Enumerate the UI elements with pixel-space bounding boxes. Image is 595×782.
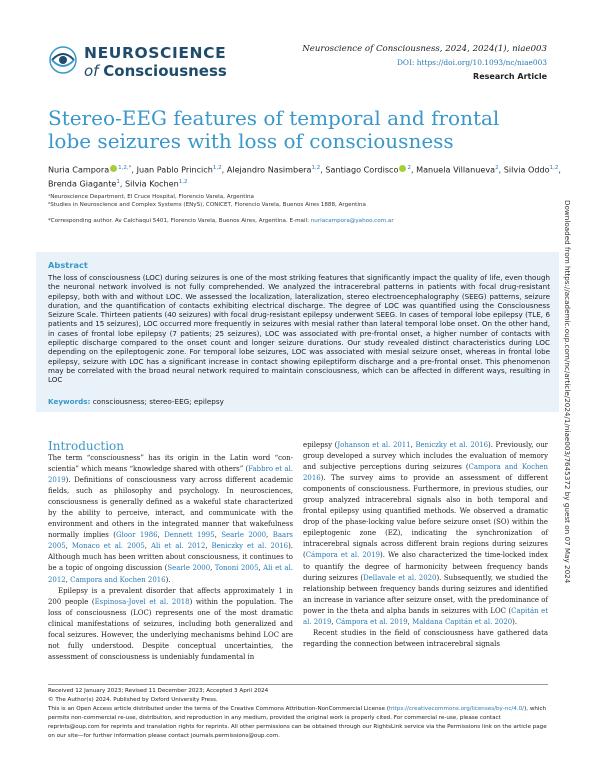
citation-link[interactable]: Beniczky et al. 2016 bbox=[211, 542, 289, 551]
article-footer bbox=[48, 687, 551, 740]
author-name: Juan Pablo Princich bbox=[136, 164, 213, 175]
license-link-cont[interactable]: licenses/by-nc/4.0/ bbox=[471, 705, 525, 712]
author-list: Nuria Campora $^{1,2,*}$, Juan Pablo Princich$^{1,2}$, Alejandro Nasimbera$^{1,2}$, Santiago Cordisco $^2$, Manuela Villanueva$^2$, Silvia Oddo$^{1,2}$, Brenda Giagante$^1$, Silvia Kochen$^{1,2}$ bbox=[48, 164, 561, 189]
citation-link[interactable]: Beniczky et al. 2016 bbox=[415, 441, 489, 449]
journal-reference: Neuroscience of Consciousness, 2024, 2024(1), niae003 bbox=[302, 44, 547, 54]
citation-link[interactable]: Capitán et al. 2019 bbox=[303, 606, 548, 626]
author-name: Nuria Campora bbox=[48, 164, 110, 175]
corresponding-author: *Corresponding author. Av Calchaquí 5401, Florencio Varela, Buenos Aires, Argentina. E-mail: nuriacampora@yahoo.com.ar bbox=[48, 218, 394, 224]
author-affiliation-sup: 1,2 bbox=[178, 179, 188, 186]
citation-link[interactable]: Ali et al. 2012 bbox=[150, 542, 206, 551]
affiliation-2: ²Studies in Neuroscience and Complex Systems (ENyS), CONICET, Florencio Varela, Buenos Aires 1888, Argentina bbox=[48, 202, 366, 208]
logo-line2: of Consciousness bbox=[84, 62, 227, 80]
license-text: This is an Open Access article distributed under the terms of the Creative Commons Attribution-NonCommercial License (https://creativecommons.org/licenses/by-nc/4.0/), which permits non-commercial re-use, distribution, and reproduction in any medium, provided the original work is properly cited. For commercial re-use, please contact reprints@oup.com for reprints and translation rights for reprints. All other permissions can be obtained through our RightsLink service via the Permissions link on the article page on our site—for further information please contact journals.permissions@oup.com. bbox=[48, 705, 547, 739]
footer-divider bbox=[48, 684, 548, 685]
paragraph: Epilepsy is a prevalent disorder that affects approximately 1 in 200 people (Espinosa-Jovel et al. 2018) within the population. The loss of consciousness (LOC) represents one of the most dramatic clinical manifestations of seizures, including both generalized and focal seizures. However, the underlying mechanisms behind LOC are not fully understood. Despite conceptual uncertainties, the assessment of consciousness is undeniably fundamental in bbox=[48, 586, 293, 661]
journal-logo bbox=[48, 42, 228, 82]
citation-link[interactable]: Tononi 2005 bbox=[214, 564, 259, 573]
orcid-icon[interactable] bbox=[110, 165, 117, 172]
citation-link[interactable]: Maldana Capitán et al. 2020 bbox=[412, 617, 513, 626]
article-type: Research Article bbox=[473, 72, 547, 81]
abstract-heading: Abstract bbox=[48, 260, 88, 270]
author-affiliation-sup: 1,2 bbox=[311, 165, 321, 171]
citation-link[interactable]: Ali et al. 2012 bbox=[48, 564, 293, 584]
citation-link[interactable]: Searle 2000 bbox=[221, 531, 267, 540]
section-heading-introduction: Introduction bbox=[48, 439, 124, 453]
citation-link[interactable]: Campora and Kochen 2016 bbox=[303, 463, 548, 483]
citation-link[interactable]: Gloor 1986 bbox=[116, 531, 158, 540]
citation-link[interactable]: Fabbro et al. 2019 bbox=[48, 465, 293, 485]
citation-link[interactable]: Cámpora et al. 2019 bbox=[335, 617, 408, 626]
citation-link[interactable]: Campora and Kochen 2016 bbox=[70, 575, 166, 584]
download-watermark: Downloaded from https://academic.oup.com/nc/article/2024/1/niae003/7645372 by guest on 07 May 2024 bbox=[563, 200, 572, 584]
citation-link[interactable]: Searle 2000 bbox=[167, 564, 211, 573]
paragraph: Recent studies in the field of consciousness have gathered data regarding the connection between intracerebral signals bbox=[303, 628, 548, 648]
author-affiliation-sup: 1,2 bbox=[212, 165, 222, 171]
author-name: Brenda Giagante bbox=[48, 178, 117, 189]
author-affiliation-sup: 1 bbox=[116, 179, 120, 186]
author-affiliation-sup: 2 bbox=[495, 165, 499, 171]
citation-link[interactable]: Cámpora et al. 2019 bbox=[305, 551, 381, 560]
author-name: Alejandro Nasimbera bbox=[226, 164, 312, 175]
journal-logo-mark-icon bbox=[48, 45, 78, 75]
keywords-label: Keywords: bbox=[48, 397, 91, 406]
citation-link[interactable]: Monaco et al. 2005 bbox=[71, 542, 145, 551]
citation-link[interactable]: Johanson et al. 2011 bbox=[337, 441, 411, 449]
body-column-right bbox=[303, 440, 548, 650]
author-affiliation-sup: 1,2 bbox=[549, 165, 559, 171]
author-affiliation-sup: 1,2,* bbox=[118, 165, 132, 171]
license-link[interactable]: https://creativecommons.org/ bbox=[388, 705, 472, 712]
keywords-values: consciousness; stereo-EEG; epilepsy bbox=[92, 397, 224, 406]
citation-link[interactable]: Dennett 1995 bbox=[164, 531, 215, 540]
article-title: Stereo-EEG features of temporal and frontal lobe seizures with loss of consciousness bbox=[48, 106, 500, 153]
copyright: © The Author(s) 2024. Published by Oxford University Press. bbox=[48, 696, 218, 703]
author-name: Silvia Oddo bbox=[503, 164, 550, 175]
citation-link[interactable]: Dellavale et al. 2020 bbox=[363, 573, 437, 582]
author-name: Manuela Villanueva bbox=[416, 164, 496, 175]
author-name: Silvia Kochen bbox=[125, 178, 179, 189]
citation-link[interactable]: Espinosa-Jovel et al. 2018 bbox=[94, 597, 190, 606]
logo-line1: NEUROSCIENCE bbox=[84, 44, 227, 62]
body-column-left bbox=[48, 453, 293, 663]
author-affiliation-sup: 2 bbox=[407, 165, 411, 171]
author-name: Santiago Cordisco bbox=[325, 164, 399, 175]
doi-link[interactable]: DOI: https://doi.org/10.1093/nc/niae003 bbox=[397, 58, 547, 67]
paragraph: epilepsy (Johanson et al. 2011, Beniczky et al. 2016). Previously, our group developed a survey which includes the evaluation of memory and subjective perceptions during seizures (Campora and Kochen 2016). The survey aims to provide an assessment of different components of consciousness. Furthermore, in previous studies, our group analyzed intracerebral signals also in both temporal and frontal epilepsy using quantified methods. We observed a dramatic drop of the phase-locking value before seizure onset (SO) within the epileptogenic zone (EZ), indicating the synchronization of intracerebral signals across different brain regions during seizures (Cámpora et al. 2019). We also characterized the time-locked index to quantify the degree of harmonicity between frequency bands during seizures (Dellavale et al. 2020). Subsequently, we studied the relationship between frequency bands during seizures and identified an increase in variance after seizure onset, with the predominance of power in the theta and alpha bands in seizures with LOC (Capitán et al. 2019, Cámpora et al. 2019, Maldana Capitán et al. 2020). bbox=[303, 441, 549, 626]
email-link[interactable]: nuriacampora@yahoo.com.ar bbox=[310, 218, 394, 224]
keywords bbox=[48, 397, 224, 406]
citation-link[interactable]: Baars 2005 bbox=[48, 531, 293, 551]
paragraph: The term “consciousness” has its origin in the Latin word “con-scientia” which means “knowledge shared with others” (Fabbro et al. 2019). Definitions of consciousness vary across different academic fields, such as philosophy and psychology. In neurosciences, consciousness is generally defined as a wakeful state characterized by the ability to perceive, interact, and communicate with the environment and others in the integrated manner that wakefulness normally implies (Gloor 1986, Dennett 1995, Searle 2000, Baars 2005, Monaco et al. 2005, Ali et al. 2012, Beniczky et al. 2016). Although much has been written about consciousness, it continues to be a topic of ongoing discussion (Searle 2000, Tononi 2005, Ali et al. 2012, Campora and Kochen 2016). bbox=[48, 454, 294, 584]
abstract-text: The loss of consciousness (LOC) during seizures is one of the most striking features that significantly impact the quality of life, even though the neuronal network involved is not fully comprehended. We analyzed the intracerebral patterns in patients with focal drug-resistant epilepsy, both with and without LOC. We assessed the localization, lateralization, stereo electroencephalography (SEEG) patterns, seizure duration, and the quantification of contacts exhibiting electrical discharge. The degree of LOC was quantified using the Consciousness Seizure Scale. Thirteen patients (40 seizures) with focal drug-resistant epilepsy underwent SEEG. In cases of temporal lobe epilepsy (TLE, 6 patients and 15 seizures), LOC occurred more frequently in seizures with mesial rather than lateral temporal lobe onset. On the other hand, in cases of frontal lobe epilepsy (7 patients; 25 seizures), LOC was associated with pre-frontal onset, a higher number of contacts with epileptic discharge compared to the onset count and longer seizure durations. Our study revealed distinct characteristics during LOC depending on the epileptogenic zone. For temporal lobe seizures, LOC was associated with mesial seizure onset, whereas in frontal lobe epilepsy, seizure with LOC has a significant increase in contact showing epileptiform discharge and a pre-frontal onset. This phenomenon may be correlated with the broad neural network required to maintain consciousness, which can be affected in different ways, resulting in LOC bbox=[48, 273, 550, 385]
received-dates: Received 12 January 2023; Revised 11 December 2023; Accepted 3 April 2024 bbox=[48, 688, 269, 694]
orcid-icon[interactable] bbox=[399, 165, 406, 172]
affiliation-1: ¹Neuroscience Department, El Cruce Hospital, Florencio Varela, Argentina bbox=[48, 194, 254, 200]
